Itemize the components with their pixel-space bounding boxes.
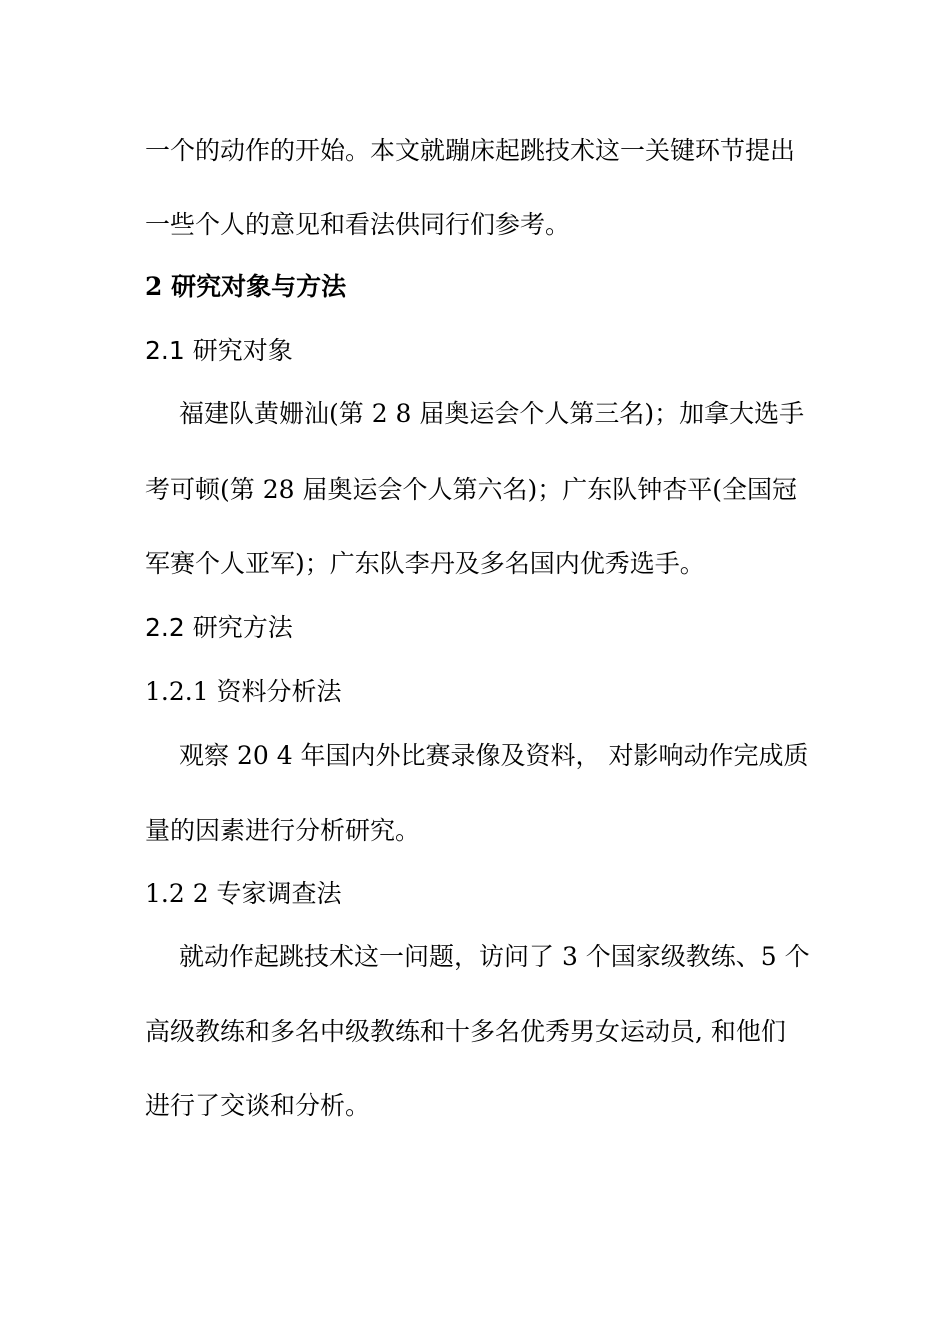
section-2-1-heading: 2.1 研究对象 xyxy=(145,336,293,365)
section-2-2-heading: 2.2 研究方法 xyxy=(145,613,293,642)
research-subjects-line-3: 军赛个人亚军)；广东队李丹及多名国内优秀选手。 xyxy=(145,549,705,578)
intro-paragraph-line-2: 一些个人的意见和看法供同行们参考。 xyxy=(145,210,571,239)
expert-survey-line-1: 就动作起跳技术这一问题，访问了 3 个国家级教练、5 个 xyxy=(179,942,810,971)
section-1-2-2-heading: 1.2 2 专家调查法 xyxy=(145,879,342,908)
literature-analysis-line-1: 观察 20 4 年国内外比赛录像及资料， 对影响动作完成质 xyxy=(179,741,809,770)
section-1-2-1-heading: 1.2.1 资料分析法 xyxy=(145,677,342,706)
research-subjects-line-2: 考可顿(第 28 届奥运会个人第六名)；广东队钟杏平(全国冠 xyxy=(145,475,797,504)
literature-analysis-line-2: 量的因素进行分析研究。 xyxy=(145,816,421,845)
expert-survey-line-2: 高级教练和多名中级教练和十多名优秀男女运动员, 和他们 xyxy=(145,1017,786,1046)
intro-paragraph-line-1: 一个的动作的开始。本文就蹦床起跳技术这一关键环节提出 xyxy=(145,136,796,165)
research-subjects-line-1: 福建队黄姗汕(第 2 8 届奥运会个人第三名)；加拿大选手 xyxy=(179,399,805,428)
section-2-heading: 2 研究对象与方法 xyxy=(145,272,347,301)
expert-survey-line-3: 进行了交谈和分析。 xyxy=(145,1091,371,1120)
